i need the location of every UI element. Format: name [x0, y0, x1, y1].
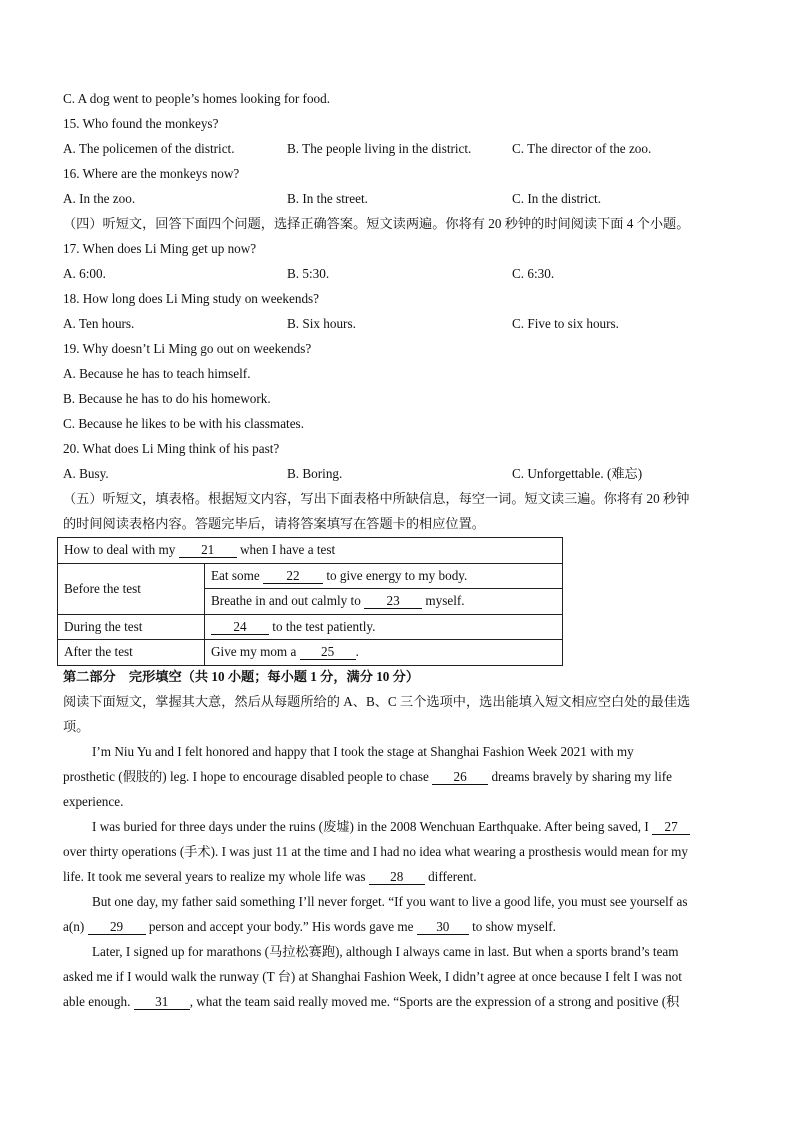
q15-option-c: C. The director of the zoo.: [512, 141, 652, 156]
cell-text: Give my mom a: [211, 644, 300, 660]
q18-option-b: B. Six hours.: [287, 316, 356, 331]
cell-text: How to deal with my: [64, 542, 179, 558]
q16-option-c: C. In the district.: [512, 191, 602, 206]
blank-25[interactable]: 25: [300, 644, 356, 660]
passage-text: I was buried for three days under the ruins (废墟) in the 2008 Wenchuan Earthquake. After being saved, I: [92, 819, 653, 834]
cell-text: Eat some: [211, 567, 264, 583]
cell-text: myself.: [422, 593, 465, 609]
q20-stem: 20. What does Li Ming think of his past?: [63, 441, 280, 456]
blank-26[interactable]: 26: [432, 769, 488, 785]
cell-text: Breathe in and out calmly to: [211, 593, 365, 609]
passage-line: I’m Niu Yu and I felt honored and happy that I took the stage at Shanghai Fashion Week 2021 with my: [92, 744, 634, 759]
passage-line: [63, 869, 477, 885]
cell-text: .: [355, 644, 359, 660]
passage-line: [63, 769, 672, 785]
q15-option-a: A. The policemen of the district.: [63, 141, 235, 156]
q17-option-b: B. 5:30.: [287, 266, 330, 281]
passage-text: able enough.: [63, 994, 134, 1009]
blank-31[interactable]: 31: [134, 994, 190, 1010]
passage-text: life. It took me several years to realize my whole life was: [63, 869, 369, 884]
part2-title: 第二部分 完形填空（共 10 小题；每小题 1 分，满分 10 分）: [63, 669, 420, 684]
passage-line: [63, 994, 679, 1010]
passage-text: to show myself.: [468, 919, 556, 934]
table-row: [58, 563, 563, 589]
cell-text: to give energy to my body.: [323, 567, 468, 583]
q20-option-b: B. Boring.: [287, 466, 343, 481]
q18-stem: 18. How long does Li Ming study on weekends?: [63, 291, 320, 306]
part2-instructions-line2: 项。: [63, 719, 90, 734]
q19-option-b: B. Because he has to do his homework.: [63, 391, 271, 406]
blank-30[interactable]: 30: [417, 919, 469, 935]
q19-option-c: C. Because he likes to be with his classmates.: [63, 416, 304, 431]
table-cell: [58, 538, 563, 564]
passage-text: dreams bravely by sharing my life: [488, 769, 672, 784]
blank-21[interactable]: 21: [179, 542, 237, 558]
passage-text: , what the team said really moved me. “Sports are the expression of a strong and positive (积: [189, 994, 680, 1009]
section5-instructions-line2: 的时间阅读表格内容。答题完毕后，请将答案填写在答题卡的相应位置。: [63, 516, 485, 531]
passage-line: over thirty operations (手术). I was just 11 at the time and I had no idea what wearing a prosthesis would mean for my: [63, 844, 689, 859]
q18-option-c: C. Five to six hours.: [512, 316, 619, 331]
table-row: [58, 640, 563, 666]
table-cell: [205, 614, 563, 640]
q20-option-c: C. Unforgettable. (难忘): [512, 466, 643, 481]
passage-text: prosthetic (假肢的) leg. I hope to encourage disabled people to chase: [63, 769, 433, 784]
blank-28[interactable]: 28: [369, 869, 425, 885]
q17-option-c: C. 6:30.: [512, 266, 555, 281]
cell-text: when I have a test: [236, 542, 336, 558]
table-row: [58, 538, 563, 564]
passage-text: different.: [424, 869, 477, 884]
after-test-label: After the test: [58, 640, 205, 666]
q15-stem: 15. Who found the monkeys?: [63, 116, 219, 131]
blank-29[interactable]: 29: [88, 919, 146, 935]
passage-text: person and accept your body.” His words gave me: [145, 919, 417, 934]
section4-instructions: （四）听短文，回答下面四个问题，选择正确答案。短文读两遍。你将有 20 秒钟的时间阅读下面 4 个小题。: [63, 216, 690, 231]
passage-line: Later, I signed up for marathons (马拉松赛跑), although I always came in last. But when a sports brand’s team: [92, 944, 679, 959]
passage-line: experience.: [63, 794, 124, 809]
q19-option-a: A. Because he has to teach himself.: [63, 366, 251, 381]
q15-option-b: B. The people living in the district.: [287, 141, 472, 156]
cell-text: to the test patiently.: [269, 618, 376, 634]
before-test-label: Before the test: [58, 563, 205, 614]
blank-24[interactable]: 24: [211, 619, 269, 635]
q17-stem: 17. When does Li Ming get up now?: [63, 241, 257, 256]
section5-instructions-line1: （五）听短文，填表格。根据短文内容，写出下面表格中所缺信息，每空一词。短文读三遍。你将有 20 秒钟: [63, 491, 690, 506]
q19-stem: 19. Why doesn’t Li Ming go out on weekends?: [63, 341, 312, 356]
q18-option-a: A. Ten hours.: [63, 316, 135, 331]
q20-option-a: A. Busy.: [63, 466, 109, 481]
passage-line: [63, 919, 556, 935]
table-cell: [205, 589, 563, 615]
passage-text: a(n): [63, 919, 88, 934]
q16-option-a: A. In the zoo.: [63, 191, 136, 206]
during-test-label: During the test: [58, 614, 205, 640]
passage-line: asked me if I would walk the runway (T 台) at Shanghai Fashion Week, I didn’t agree at once because I felt I was not: [63, 969, 682, 984]
blank-27[interactable]: 27: [652, 819, 690, 835]
q16-stem: 16. Where are the monkeys now?: [63, 166, 240, 181]
table-cell: [205, 563, 563, 589]
q14-option-c: C. A dog went to people’s homes looking for food.: [63, 91, 331, 106]
blank-22[interactable]: 22: [263, 568, 323, 584]
q16-option-b: B. In the street.: [287, 191, 368, 206]
passage-line: But one day, my father said something I’ll never forget. “If you want to live a good life, you must see yourself as: [92, 894, 688, 909]
table-row: [58, 614, 563, 640]
part2-instructions-line1: 阅读下面短文，掌握其大意，然后从每题所给的 A、B、C 三个选项中，选出能填入短文相应空白处的最佳选: [63, 694, 691, 709]
passage-line: [92, 819, 690, 835]
blank-23[interactable]: 23: [364, 593, 422, 609]
q17-option-a: A. 6:00.: [63, 266, 106, 281]
fill-in-table: [57, 537, 563, 666]
table-cell: [205, 640, 563, 666]
